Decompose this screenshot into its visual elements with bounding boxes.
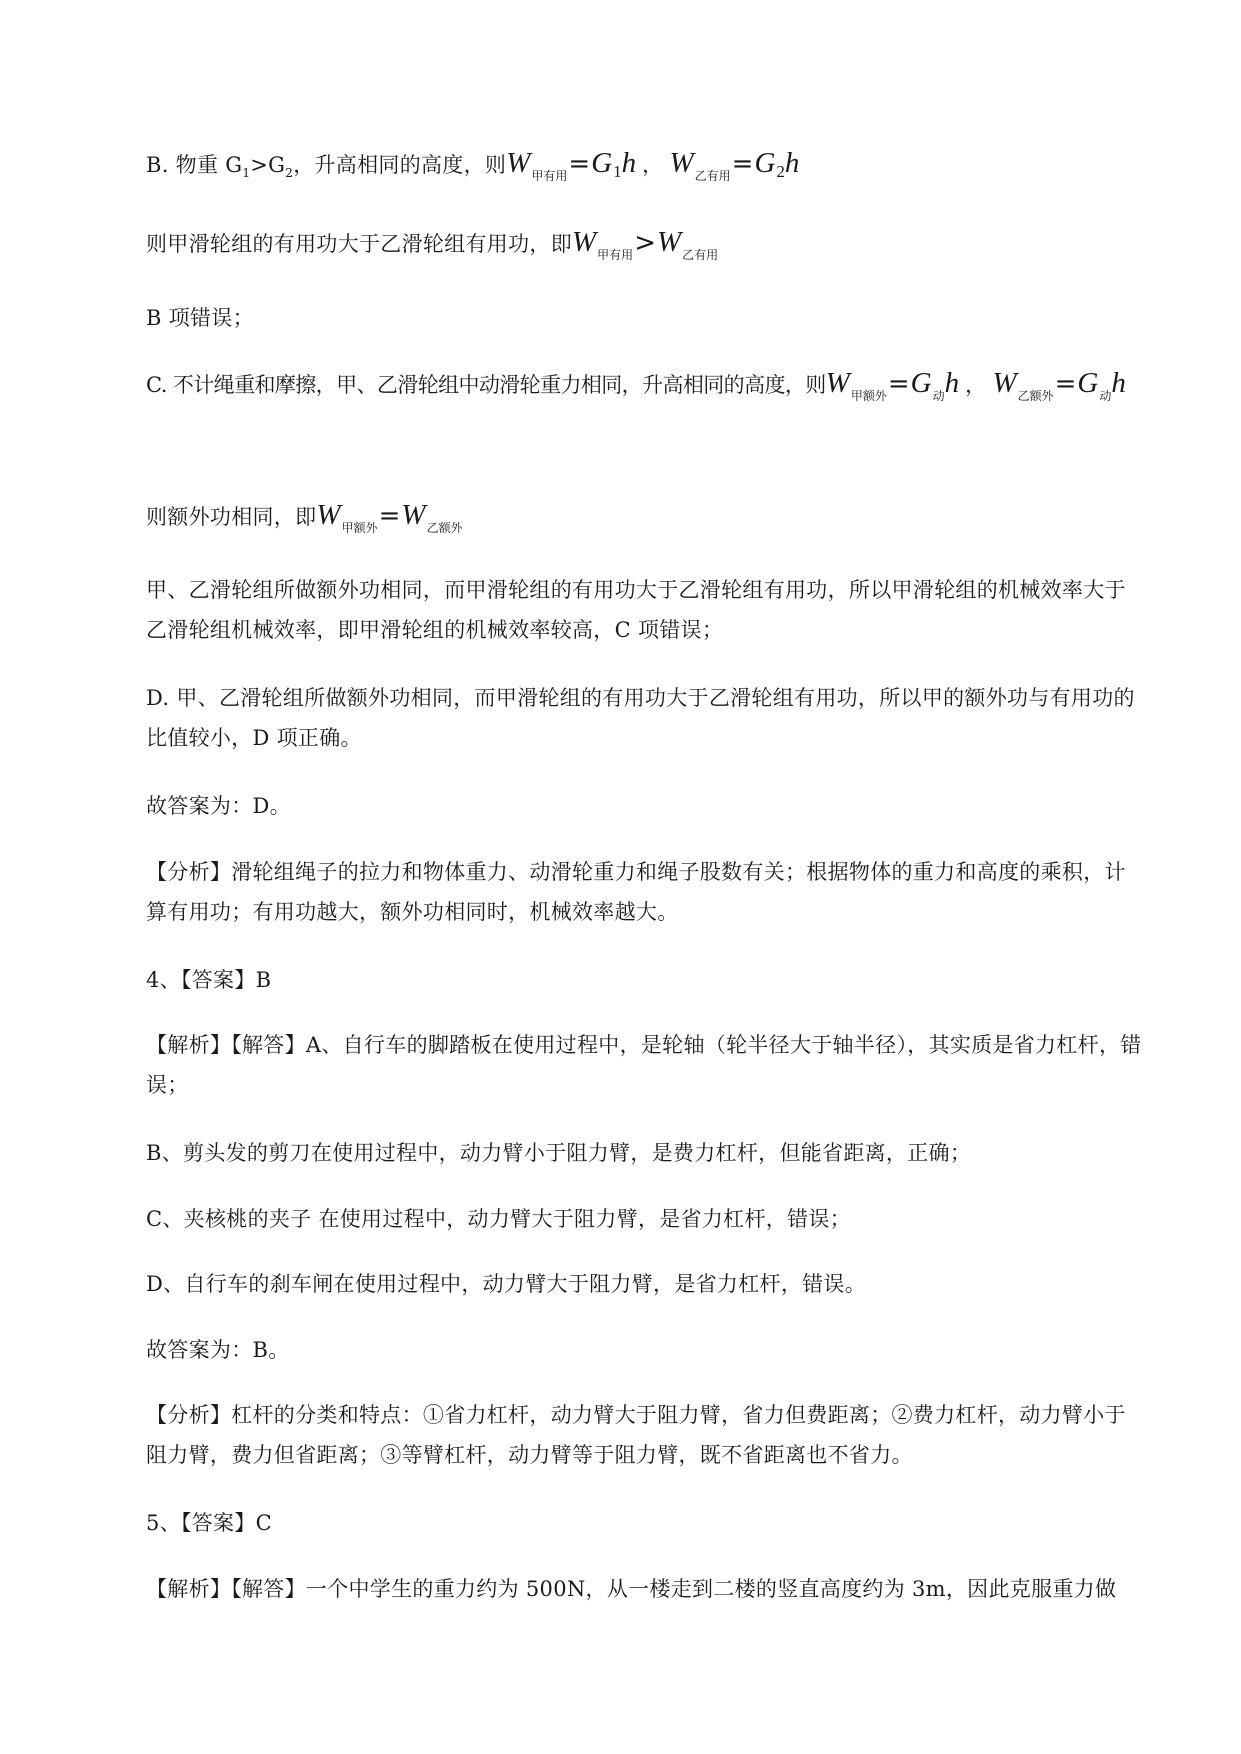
w-symbol: W [572, 226, 597, 258]
formula-extra-equal [316, 499, 463, 535]
w-subscript: 甲有用 [597, 248, 634, 262]
paragraph-answer-3: 故答案为：D。 [146, 794, 291, 818]
g-symbol: G [1077, 367, 1099, 399]
paragraph-answer-4: 故答案为：B。 [146, 1338, 290, 1362]
paragraph-b-useful [146, 222, 1146, 275]
equals-sign: = [1054, 369, 1077, 399]
paragraph-analysis-3: 【分析】滑轮组绳子的拉力和物体重力、动滑轮重力和绳子股数有关；根据物体的重力和高度的乘积，计算有用功；有用功越大，额外功相同时，机械效率越大。 [146, 860, 1126, 924]
g-subscript: 2 [776, 162, 785, 181]
g-subscript: 1 [613, 162, 622, 181]
formula-w-extra-jia [825, 367, 960, 403]
equals-sign: = [568, 149, 591, 179]
w-symbol: W [506, 147, 531, 179]
comma: ， [642, 153, 664, 177]
w-symbol: W [669, 147, 694, 179]
paragraph-c-extra [146, 495, 1146, 548]
equals-sign: = [731, 149, 754, 179]
g-symbol: G [591, 147, 613, 179]
w-subscript: 甲额外 [850, 389, 887, 403]
paragraph-q5-answer: 5、【答案】C [146, 1511, 273, 1535]
comma: ， [965, 373, 987, 397]
paragraph-c-option [146, 363, 1146, 416]
formula-w-useful-yi [669, 147, 800, 183]
paragraph-b-option [146, 143, 1146, 196]
paragraph-c-conclusion: 甲、乙滑轮组所做额外功相同，而甲滑轮组的有用功大于乙滑轮组有用功，所以甲滑轮组的机械效率大于乙滑轮组机械效率，即甲滑轮组的机械效率较高，C 项错误； [146, 578, 1126, 642]
formula-w-extra-yi [992, 367, 1126, 403]
w-symbol: W [992, 367, 1017, 399]
equals-sign: = [378, 501, 401, 531]
paragraph-q4-c: C、夹核桃的夹子 在使用过程中，动力臂大于阻力臂，是省力杠杆，错误； [146, 1207, 851, 1231]
c-extra-text: 则额外功相同，即 [146, 505, 317, 529]
h-symbol: h [621, 147, 637, 179]
b-option-gt: >G [250, 153, 286, 177]
g-symbol: G [754, 147, 776, 179]
g-subscript: 动 [932, 389, 945, 403]
w-subscript: 乙额外 [426, 521, 463, 535]
b-useful-text: 则甲滑轮组的有用功大于乙滑轮组有用功，即 [146, 232, 572, 256]
w-symbol: W [656, 226, 682, 258]
w-subscript: 甲有用 [531, 169, 568, 183]
g1-subscript: 1 [242, 166, 251, 180]
greater-than-sign: > [634, 228, 656, 258]
h-symbol: h [944, 367, 960, 399]
w-symbol: W [316, 499, 341, 531]
paragraph-q4-d: D、自行车的刹车闸在使用过程中，动力臂大于阻力臂，是省力杠杆，错误。 [146, 1272, 867, 1296]
formula-useful-compare [572, 226, 719, 262]
b-option-mid: ，升高相同的高度，则 [293, 153, 507, 177]
equals-sign: = [887, 369, 910, 399]
h-symbol: h [1111, 367, 1126, 399]
g-subscript: 动 [1099, 389, 1112, 403]
b-option-text: B. 物重 G [146, 153, 243, 177]
formula-w-useful-jia [506, 147, 637, 183]
w-subscript: 乙有用 [682, 248, 719, 262]
paragraph-analysis-4: 【分析】杠杆的分类和特点：①省力杠杆，动力臂大于阻力臂，省力但费距离；②费力杠杆，动力臂小于阻力臂，费力但省距离；③等臂杠杆，动力臂等于阻力臂，既不省距离也不省力。 [146, 1403, 1126, 1467]
paragraph-q5-solution: 【解析】【解答】一个中学生的重力约为 500N，从一楼走到二楼的竖直高度约为 3m，因此克服重力做 [146, 1577, 1117, 1601]
paragraph-q4-answer: 4、【答案】B [146, 968, 272, 992]
w-symbol: W [825, 367, 850, 399]
w-subscript: 乙额外 [1017, 389, 1054, 403]
g-symbol: G [910, 367, 932, 399]
paragraph-b-wrong: B 项错误； [146, 306, 254, 330]
w-subscript: 甲额外 [341, 521, 378, 535]
paragraph-q4-b: B、剪头发的剪刀在使用过程中，动力臂小于阻力臂，是费力杠杆，但能省距离，正确； [146, 1141, 972, 1165]
paragraph-d-option: D. 甲、乙滑轮组所做额外功相同，而甲滑轮组的有用功大于乙滑轮组有用功，所以甲的额外功与有用功的比值较小，D 项正确。 [146, 686, 1135, 750]
w-subscript: 乙有用 [694, 169, 731, 183]
w-symbol: W [401, 499, 426, 531]
c-option-text: C. 不计绳重和摩擦，甲、乙滑轮组中动滑轮重力相同，升高相同的高度，则 [146, 373, 826, 397]
paragraph-q4-solution: 【解析】【解答】A、自行车的脚踏板在使用过程中，是轮轴（轮半径大于轴半径），其实质是省力杠杆，错误； [146, 1033, 1142, 1097]
h-symbol: h [784, 147, 800, 179]
g2-subscript: 2 [285, 166, 294, 180]
